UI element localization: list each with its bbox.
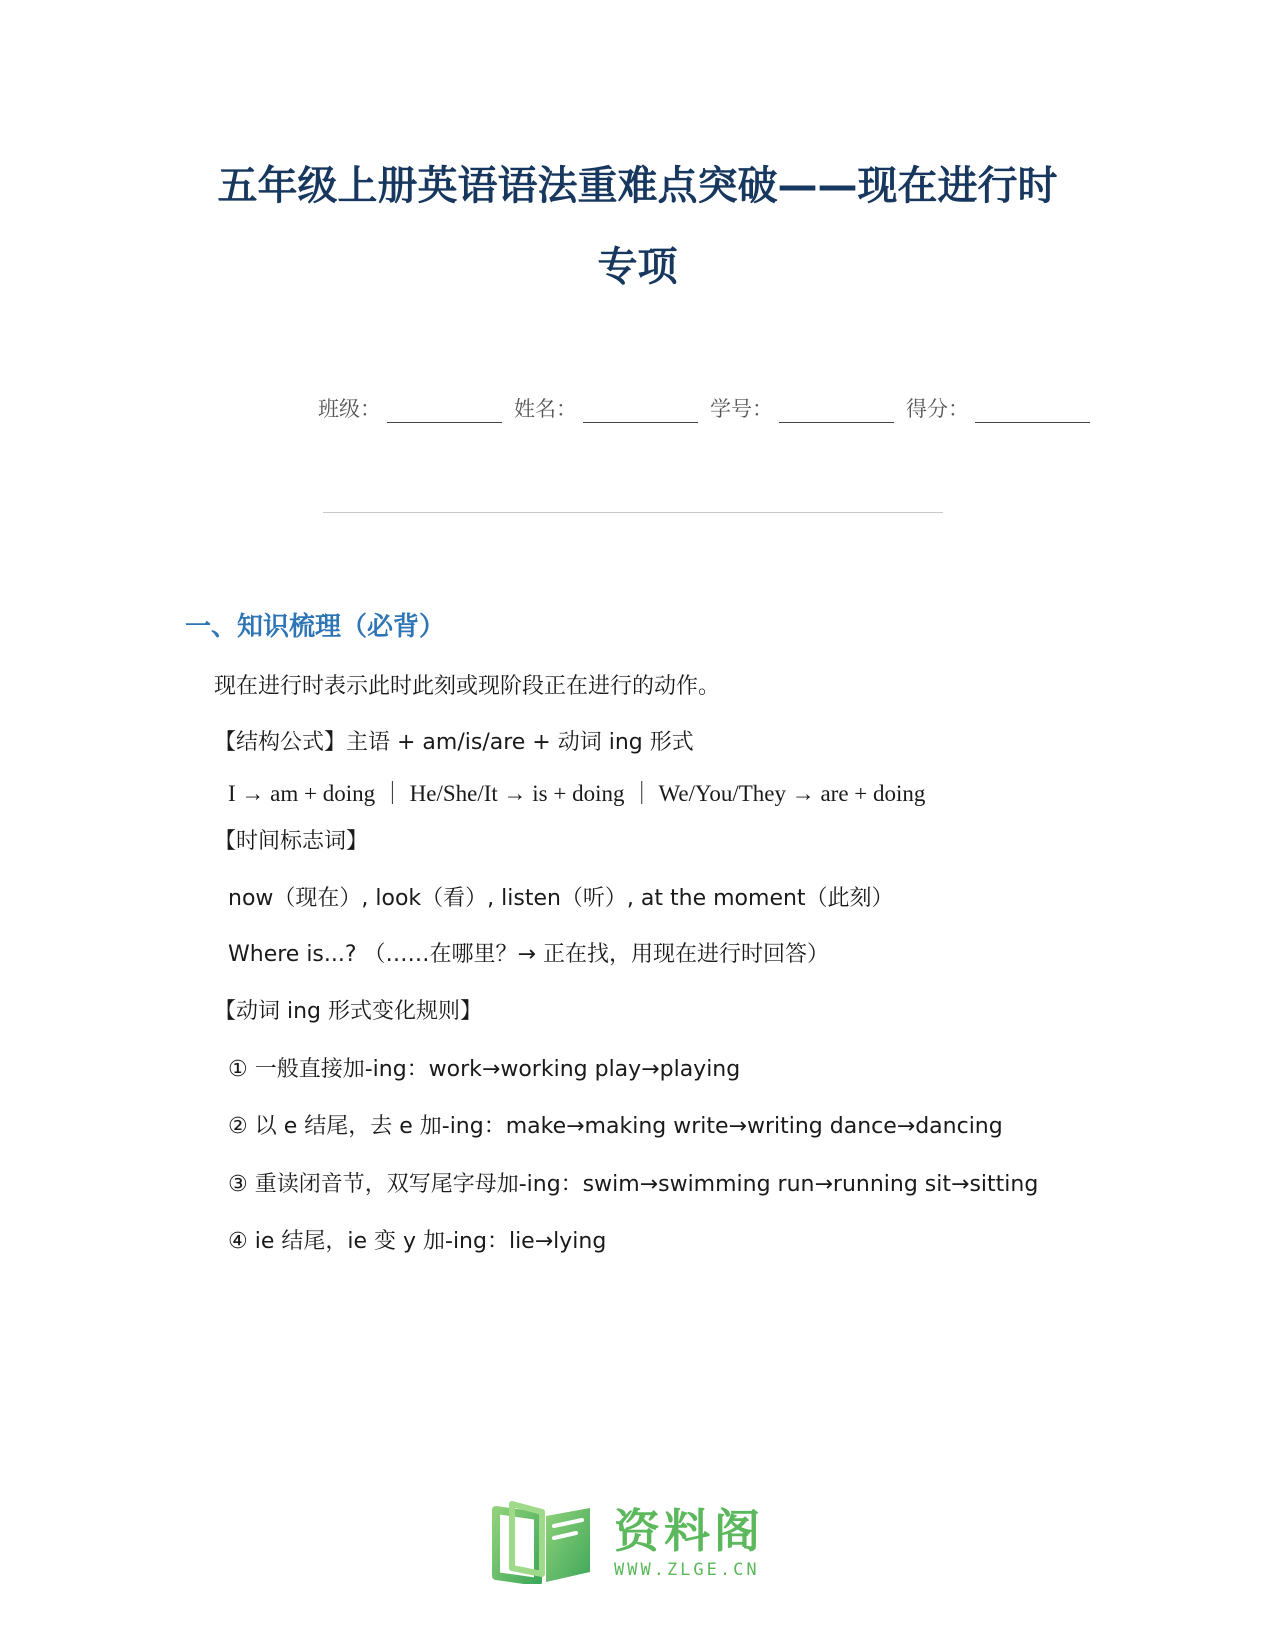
student-number-blank[interactable] xyxy=(779,400,894,423)
time-words-list: now（现在）, look（看）, listen（听）, at the moment（此刻） xyxy=(228,886,894,911)
where-question-line: Where is...? （……在哪里？→ 正在找，用现在进行时回答） xyxy=(228,942,829,967)
class-label: 班级： xyxy=(318,397,381,421)
footer-logo xyxy=(490,1500,764,1588)
name-label: 姓名： xyxy=(514,397,577,421)
conjugation-line: I → am + doing ｜ He/She/It → is + doing ｜ We/You/They → are + doing xyxy=(228,781,926,806)
ing-rule-2: ② 以 e 结尾，去 e 加-ing：make→making write→writing dance→dancing xyxy=(228,1114,1003,1139)
class-blank[interactable] xyxy=(387,400,502,423)
ing-rules-heading: 【动词 ing 形式变化规则】 xyxy=(214,999,483,1024)
ing-rule-1: ① 一般直接加-ing：work→working play→playing xyxy=(228,1057,741,1082)
document-title-line1: 五年级上册英语语法重难点突破——现在进行时 xyxy=(217,163,1058,209)
logo-url: WWW.ZLGE.CN xyxy=(614,1560,760,1580)
ing-rule-3: ③ 重读闭音节，双写尾字母加-ing：swim→swimming run→running sit→sitting xyxy=(228,1172,1039,1197)
divider xyxy=(323,512,943,513)
structure-formula: 【结构公式】主语 + am/is/are + 动词 ing 形式 xyxy=(214,730,694,755)
student-info-row xyxy=(318,393,1102,423)
score-label: 得分： xyxy=(906,397,969,421)
intro-text: 现在进行时表示此时此刻或现阶段正在进行的动作。 xyxy=(214,674,721,699)
score-blank[interactable] xyxy=(975,400,1090,423)
time-words-heading: 【时间标志词】 xyxy=(214,829,369,854)
open-book-icon xyxy=(490,1500,600,1588)
name-blank[interactable] xyxy=(583,400,698,423)
logo-name: 资料阁 xyxy=(614,1504,764,1558)
ing-rule-4: ④ ie 结尾，ie 变 y 加-ing：lie→lying xyxy=(228,1229,607,1254)
document-title-line2: 专项 xyxy=(597,244,678,290)
student-number-label: 学号： xyxy=(710,397,773,421)
section-heading: 一、知识梳理（必背） xyxy=(185,612,446,642)
